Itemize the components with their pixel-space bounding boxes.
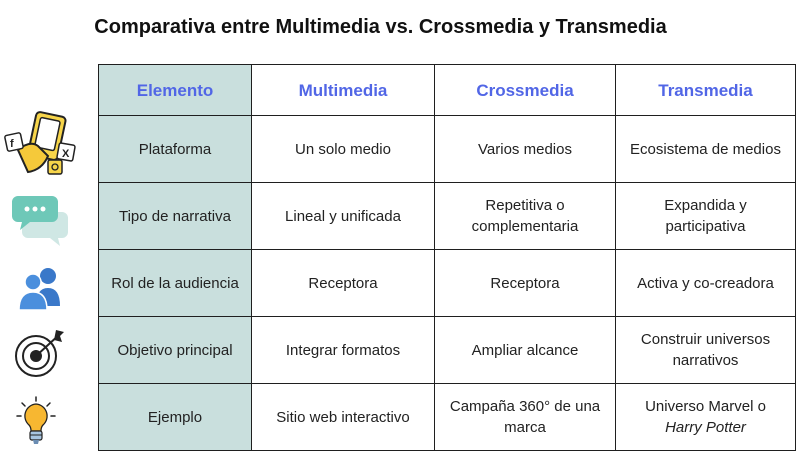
cell-elemento: Rol de la audiencia (99, 250, 252, 317)
cell-multimedia: Integrar formatos (252, 317, 435, 384)
cell-crossmedia: Campaña 360° de una marca (435, 384, 616, 451)
table-row (99, 384, 796, 451)
header-crossmedia: Crossmedia (435, 65, 616, 116)
cell-elemento: Tipo de narrativa (99, 183, 252, 250)
cell-crossmedia: Receptora (435, 250, 616, 317)
svg-text:X: X (62, 148, 70, 160)
users-icon (16, 264, 64, 312)
cell-transmedia: Ecosistema de medios (616, 116, 796, 183)
cell-crossmedia: Varios medios (435, 116, 616, 183)
cell-crossmedia: Repetitiva o complementaria (435, 183, 616, 250)
lightbulb-icon (16, 396, 56, 448)
header-transmedia: Transmedia (616, 65, 796, 116)
table-row (99, 317, 796, 384)
cell-elemento: Ejemplo (99, 384, 252, 451)
header-multimedia: Multimedia (252, 65, 435, 116)
cell-crossmedia: Ampliar alcance (435, 317, 616, 384)
cell-transmedia: Construir universos narrativos (616, 317, 796, 384)
svg-text:f: f (10, 138, 14, 150)
chat-bubbles-icon (10, 192, 70, 248)
cell-elemento: Plataforma (99, 116, 252, 183)
cell-transmedia-text: Universo Marvel o (645, 398, 766, 415)
table-row (99, 183, 796, 250)
page-title: Comparativa entre Multimedia vs. Crossmedia y Transmedia (94, 16, 667, 38)
cell-multimedia: Receptora (252, 250, 435, 317)
table-row (99, 116, 796, 183)
cell-transmedia (616, 384, 796, 451)
table-row (99, 250, 796, 317)
cell-transmedia-italic: Harry Potter (665, 419, 746, 436)
cell-elemento: Objetivo principal (99, 317, 252, 384)
cell-multimedia: Lineal y unificada (252, 183, 435, 250)
cell-transmedia: Activa y co-creadora (616, 250, 796, 317)
comparison-table (98, 64, 796, 451)
table-header-row (99, 65, 796, 116)
cell-transmedia: Expandida y participativa (616, 183, 796, 250)
cell-multimedia: Un solo medio (252, 116, 435, 183)
cell-multimedia: Sitio web interactivo (252, 384, 435, 451)
header-elemento: Elemento (99, 65, 252, 116)
smartphone-social-icon (4, 110, 80, 180)
target-icon (12, 328, 68, 380)
